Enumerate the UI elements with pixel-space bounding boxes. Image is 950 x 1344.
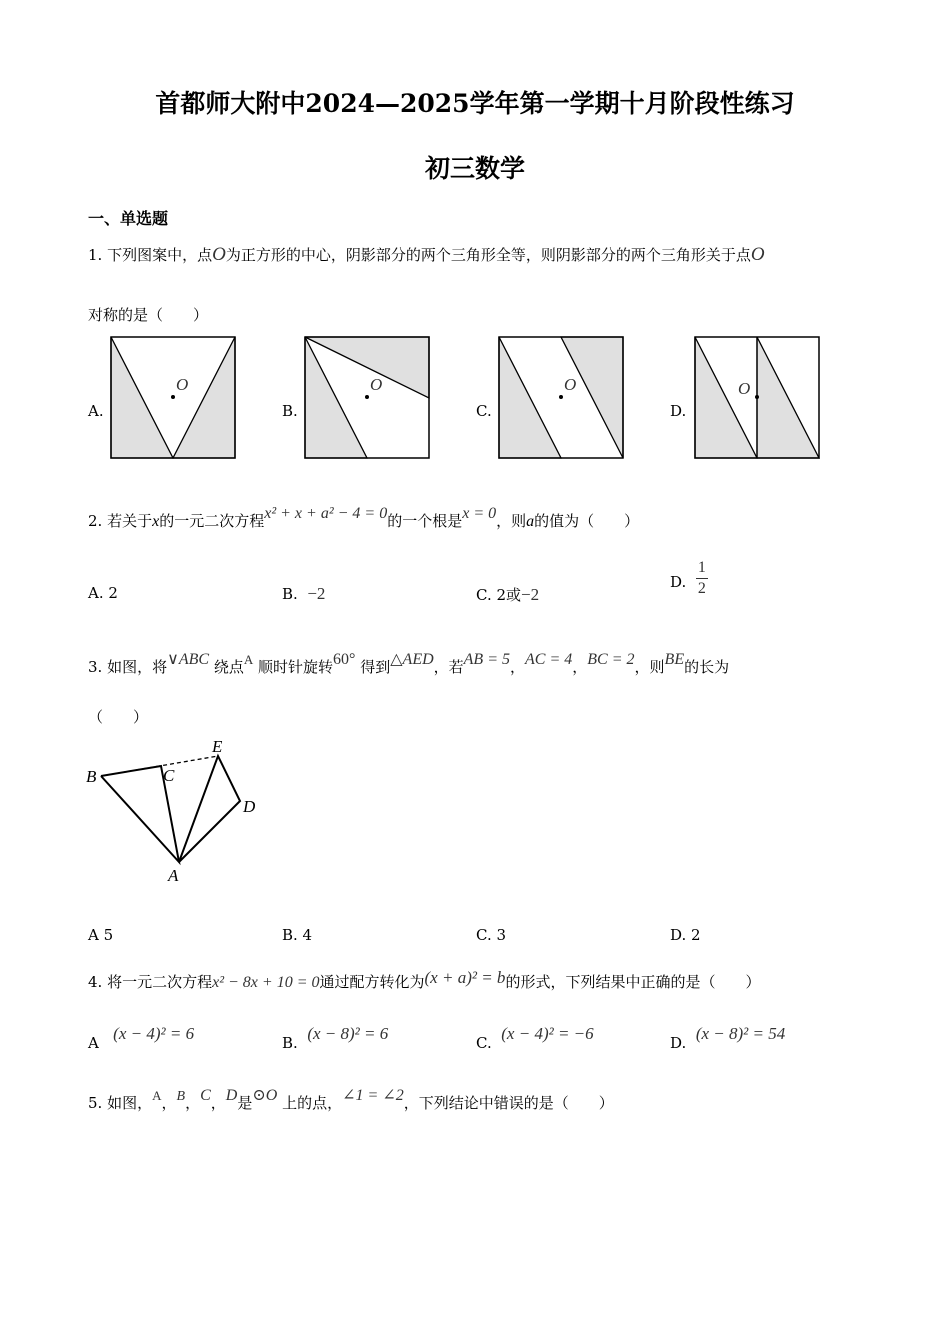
q2-option-d-fraction (696, 558, 708, 599)
q2-option-b-value: −2 (307, 584, 326, 603)
q2-root: x = 0 (462, 505, 497, 522)
q3-triangle-abc: ∨ABC (167, 651, 210, 668)
q4-text-3: 的形式，下列结果中正确的是（ ） (505, 973, 761, 991)
q2-option-b-label: B. (282, 585, 298, 603)
q2-option-c-value: −2 (521, 585, 540, 604)
q3-label-b: B (86, 767, 97, 786)
q1-a-point-o: O (176, 375, 189, 394)
q2-option-a: A. 2 (88, 584, 118, 602)
q3-point-a: A (243, 652, 254, 667)
q2-number: 2. (88, 512, 103, 530)
q3-label-d: D (243, 797, 256, 816)
q4-option-c (476, 1024, 594, 1052)
q3-option-c: C. 3 (476, 926, 507, 944)
q3-text-6: ，则 (634, 658, 665, 676)
q1-point-o-2: O (750, 244, 765, 265)
q5-point-c: C (200, 1087, 211, 1104)
q1-option-c-label: C. (476, 402, 492, 420)
q2-fraction-numerator: 1 (696, 558, 708, 579)
q4-option-c-label: C. (476, 1034, 492, 1052)
question-2 (88, 505, 640, 531)
q5-point-b: B (176, 1089, 186, 1104)
q3-text-3: 顺时针旋转 (258, 658, 334, 676)
q2-text-2: 的一元二次方程 (159, 512, 265, 530)
question-1-line-2: 对称的是（ ） (88, 306, 209, 324)
q1-d-point-o: O (738, 379, 751, 398)
q5-point-a: A (152, 1088, 162, 1103)
q5-comma-3: ， (210, 1094, 226, 1112)
q2-option-c-label: C. 2或 (476, 586, 522, 604)
q3-label-a: A (168, 866, 179, 885)
q5-circle-o: ⊙O (252, 1087, 278, 1104)
q3-comma-2: ， (572, 658, 588, 676)
q3-text-5: ，若 (433, 658, 464, 676)
q2-text-1: 若关于 (107, 512, 153, 530)
q4-option-b-label: B. (282, 1034, 298, 1052)
q3-text-2: 绕点 (213, 658, 244, 676)
q2-var-a: a (526, 513, 535, 530)
q3-option-a: A 5 (88, 926, 114, 944)
q5-text-1: 如图， (107, 1094, 153, 1112)
q3-label-e: E (212, 737, 223, 756)
q3-angle: 60° (333, 651, 356, 668)
q3-be: BE (664, 651, 685, 668)
q2-option-c (476, 584, 539, 605)
q4-equation: x² − 8x + 10 = 0 (212, 974, 320, 991)
q1-figure-d (692, 334, 822, 461)
q3-text-1: 如图，将 (107, 658, 168, 676)
q1-figure-b (302, 334, 432, 461)
q1-text-2: 为正方形的中心，阴影部分的两个三角形全等，则阴影部分的两个三角形关于点 (225, 246, 751, 264)
q3-label-c: C (163, 766, 175, 785)
q4-option-d (670, 1024, 786, 1052)
page-subtitle: 初三数学 (424, 154, 525, 183)
q3-text-4: 得到 (360, 658, 391, 676)
q2-option-d-label: D. (670, 572, 687, 591)
page-title: 首都师大附中2024—2025学年第一学期十月阶段性练习 (155, 89, 795, 118)
q2-option-b (282, 584, 325, 604)
q1-option-b-label: B. (282, 402, 298, 420)
q4-option-a-label: A (88, 1034, 99, 1052)
q2-text-4: ，则 (496, 512, 527, 530)
q1-option-d-label: D. (670, 402, 687, 420)
q1-figure-a (108, 334, 238, 461)
q1-figure-c (496, 334, 626, 461)
q3-answer-paren: （ ） (88, 708, 149, 726)
q3-bc: BC = 2 (587, 651, 635, 668)
q5-comma-1: ， (161, 1094, 177, 1112)
q3-ac: AC = 4 (525, 651, 573, 668)
q3-text-7: 的长为 (684, 658, 730, 676)
q2-option-d (670, 558, 708, 599)
q4-text-2: 通过配方转化为 (319, 973, 425, 991)
q4-option-b (282, 1024, 389, 1052)
q5-text-3: 上的点， (282, 1094, 343, 1112)
q3-option-d: D. 2 (670, 926, 701, 944)
q4-text-1: 将一元二次方程 (107, 973, 213, 991)
q3-triangle-aed: △AED (390, 651, 434, 668)
question-4 (88, 968, 761, 992)
q4-option-d-label: D. (670, 1034, 687, 1052)
q4-option-d-value: (x − 8)² = 54 (695, 1024, 786, 1043)
q2-text-5: 的值为（ ） (534, 512, 640, 530)
q1-option-a-label: A. (88, 402, 104, 420)
q4-option-b-value: (x − 8)² = 6 (307, 1024, 389, 1043)
q2-text-3: 的一个根是 (387, 512, 463, 530)
q1-c-point-o: O (564, 375, 577, 394)
q3-ab: AB = 5 (463, 651, 510, 668)
q2-equation: x² + x + a² − 4 = 0 (264, 505, 388, 522)
q5-point-d: D (225, 1087, 238, 1104)
q5-angles: ∠1 = ∠2 (342, 1087, 404, 1104)
q1-text-1: 下列图案中，点 (107, 246, 213, 264)
q3-comma-1: ， (510, 658, 526, 676)
q3-number: 3. (88, 658, 103, 676)
q3-option-b: B. 4 (282, 926, 313, 944)
q4-option-c-value: (x − 4)² = −6 (501, 1024, 594, 1043)
q1-b-point-o: O (370, 375, 383, 394)
section-heading: 一、单选题 (88, 209, 169, 228)
q2-fraction-denominator: 2 (697, 580, 706, 597)
q2-var-x: x (152, 513, 160, 530)
q4-form: (x + a)² = b (424, 968, 506, 987)
q5-number: 5. (88, 1094, 103, 1112)
q1-number: 1. (88, 246, 103, 264)
q4-option-a-value: (x − 4)² = 6 (113, 1024, 195, 1043)
question-1-line-1 (88, 244, 765, 266)
q5-comma-2: ， (185, 1094, 201, 1112)
q5-text-4: ，下列结论中错误的是（ ） (403, 1094, 614, 1112)
q3-figure (80, 736, 270, 888)
question-5 (88, 1087, 614, 1113)
q5-text-2: 是 (237, 1094, 253, 1112)
q4-option-a (88, 1024, 195, 1052)
q4-number: 4. (88, 973, 103, 991)
question-3 (88, 651, 730, 677)
q1-point-o: O (212, 244, 226, 265)
